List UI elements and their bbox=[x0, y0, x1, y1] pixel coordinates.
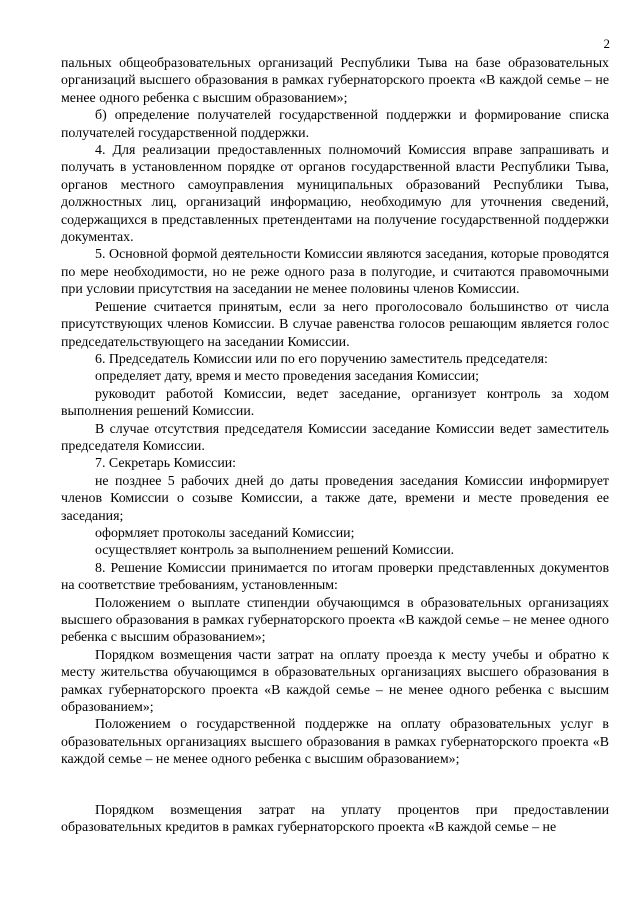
paragraph-clause-7: 7. Секретарь Комиссии: bbox=[95, 456, 237, 472]
paragraph-clause-6: 6. Председатель Комиссии или по его поручению заместитель председателя: bbox=[95, 351, 548, 367]
paragraph-regulation-stipend: Положением о выплате стипендии обучающимся в образовательных организациях высшего образования в рамках губернаторского проекта «В каждой семье – не менее одного ребенка с высшим образованием»; bbox=[61, 595, 609, 646]
paragraph-chair-absence: В случае отсутствия председателя Комиссии заседание Комиссии ведет заместитель председателя Комиссии. bbox=[61, 421, 609, 454]
document-body bbox=[61, 55, 609, 836]
paragraph-clause-5: 5. Основной формой деятельности Комиссии являются заседания, которые проводятся по мере необходимости, но не реже одного раза в полугодие, и считаются правомочными при условии присутствия на заседании не менее половины членов Комиссии. bbox=[61, 247, 609, 298]
paragraph-secretary-control: осуществляет контроль за выполнением решений Комиссии. bbox=[95, 543, 455, 559]
paragraph-secretary-notify: не позднее 5 рабочих дней до даты проведения заседания Комиссии информирует членов Комиссии о созыве Комиссии, а также дате, времени и месте проведения ее заседания; bbox=[61, 473, 609, 524]
page-number: 2 bbox=[603, 36, 610, 51]
paragraph-chair-duty-lead: руководит работой Комиссии, ведет заседание, организует контроль за ходом выполнения решений Комиссии. bbox=[61, 386, 609, 420]
paragraph-item-b: б) определение получателей государственной поддержки и формирование списка получателей государственной поддержки. bbox=[61, 108, 609, 141]
paragraph-regulation-loans: Порядком возмещения затрат на уплату процентов при предоставлении образовательных кредитов в рамках губернаторского проекта «В каждой семье – не bbox=[61, 802, 609, 836]
paragraph-clause-8: 8. Решение Комиссии принимается по итогам проверки представленных документов на соответствие требованиям, установленным: bbox=[61, 560, 609, 594]
paragraph-decision-rule: Решение считается принятым, если за него проголосовало большинство от числа присутствующих членов Комиссии. В случае равенства голосов решающим является голос председательствующего на заседании Комиссии. bbox=[61, 299, 609, 350]
paragraph-continuation: пальных общеобразовательных организаций Республики Тыва на базе образовательных организаций высшего образования в рамках губернаторского проекта «В каждой семье – не менее одного ребенка с высшим образованием»; bbox=[61, 56, 609, 106]
paragraph-regulation-tuition: Положением о государственной поддержке на оплату образовательных услуг в образовательных организациях высшего образования в рамках губернаторского проекта «В каждой семье – не менее одного ребенка с высшим образованием»; bbox=[61, 717, 609, 768]
paragraph-regulation-travel: Порядком возмещения части затрат на оплату проезда к месту учебы и обратно к месту жительства обучающимся в образовательных организациях высшего образования в рамках губернаторского проекта «В каждой семье – не менее одного ребенка с высшим образованием»; bbox=[61, 647, 609, 716]
paragraph-clause-4: 4. Для реализации предоставленных полномочий Комиссия вправе запрашивать и получать в установленном порядке от органов государственной власти Республики Тыва, органов местного самоуправления муниципальных образований Республики Тыва, должностных лиц, организаций информацию, необходимую для уточнения сведений, содержащихся в представленных претендентами на получение государственной поддержки документах. bbox=[61, 143, 609, 246]
paragraph-secretary-protocols: оформляет протоколы заседаний Комиссии; bbox=[95, 525, 355, 541]
paragraph-chair-duty-date: определяет дату, время и место проведения заседания Комиссии; bbox=[95, 369, 480, 385]
